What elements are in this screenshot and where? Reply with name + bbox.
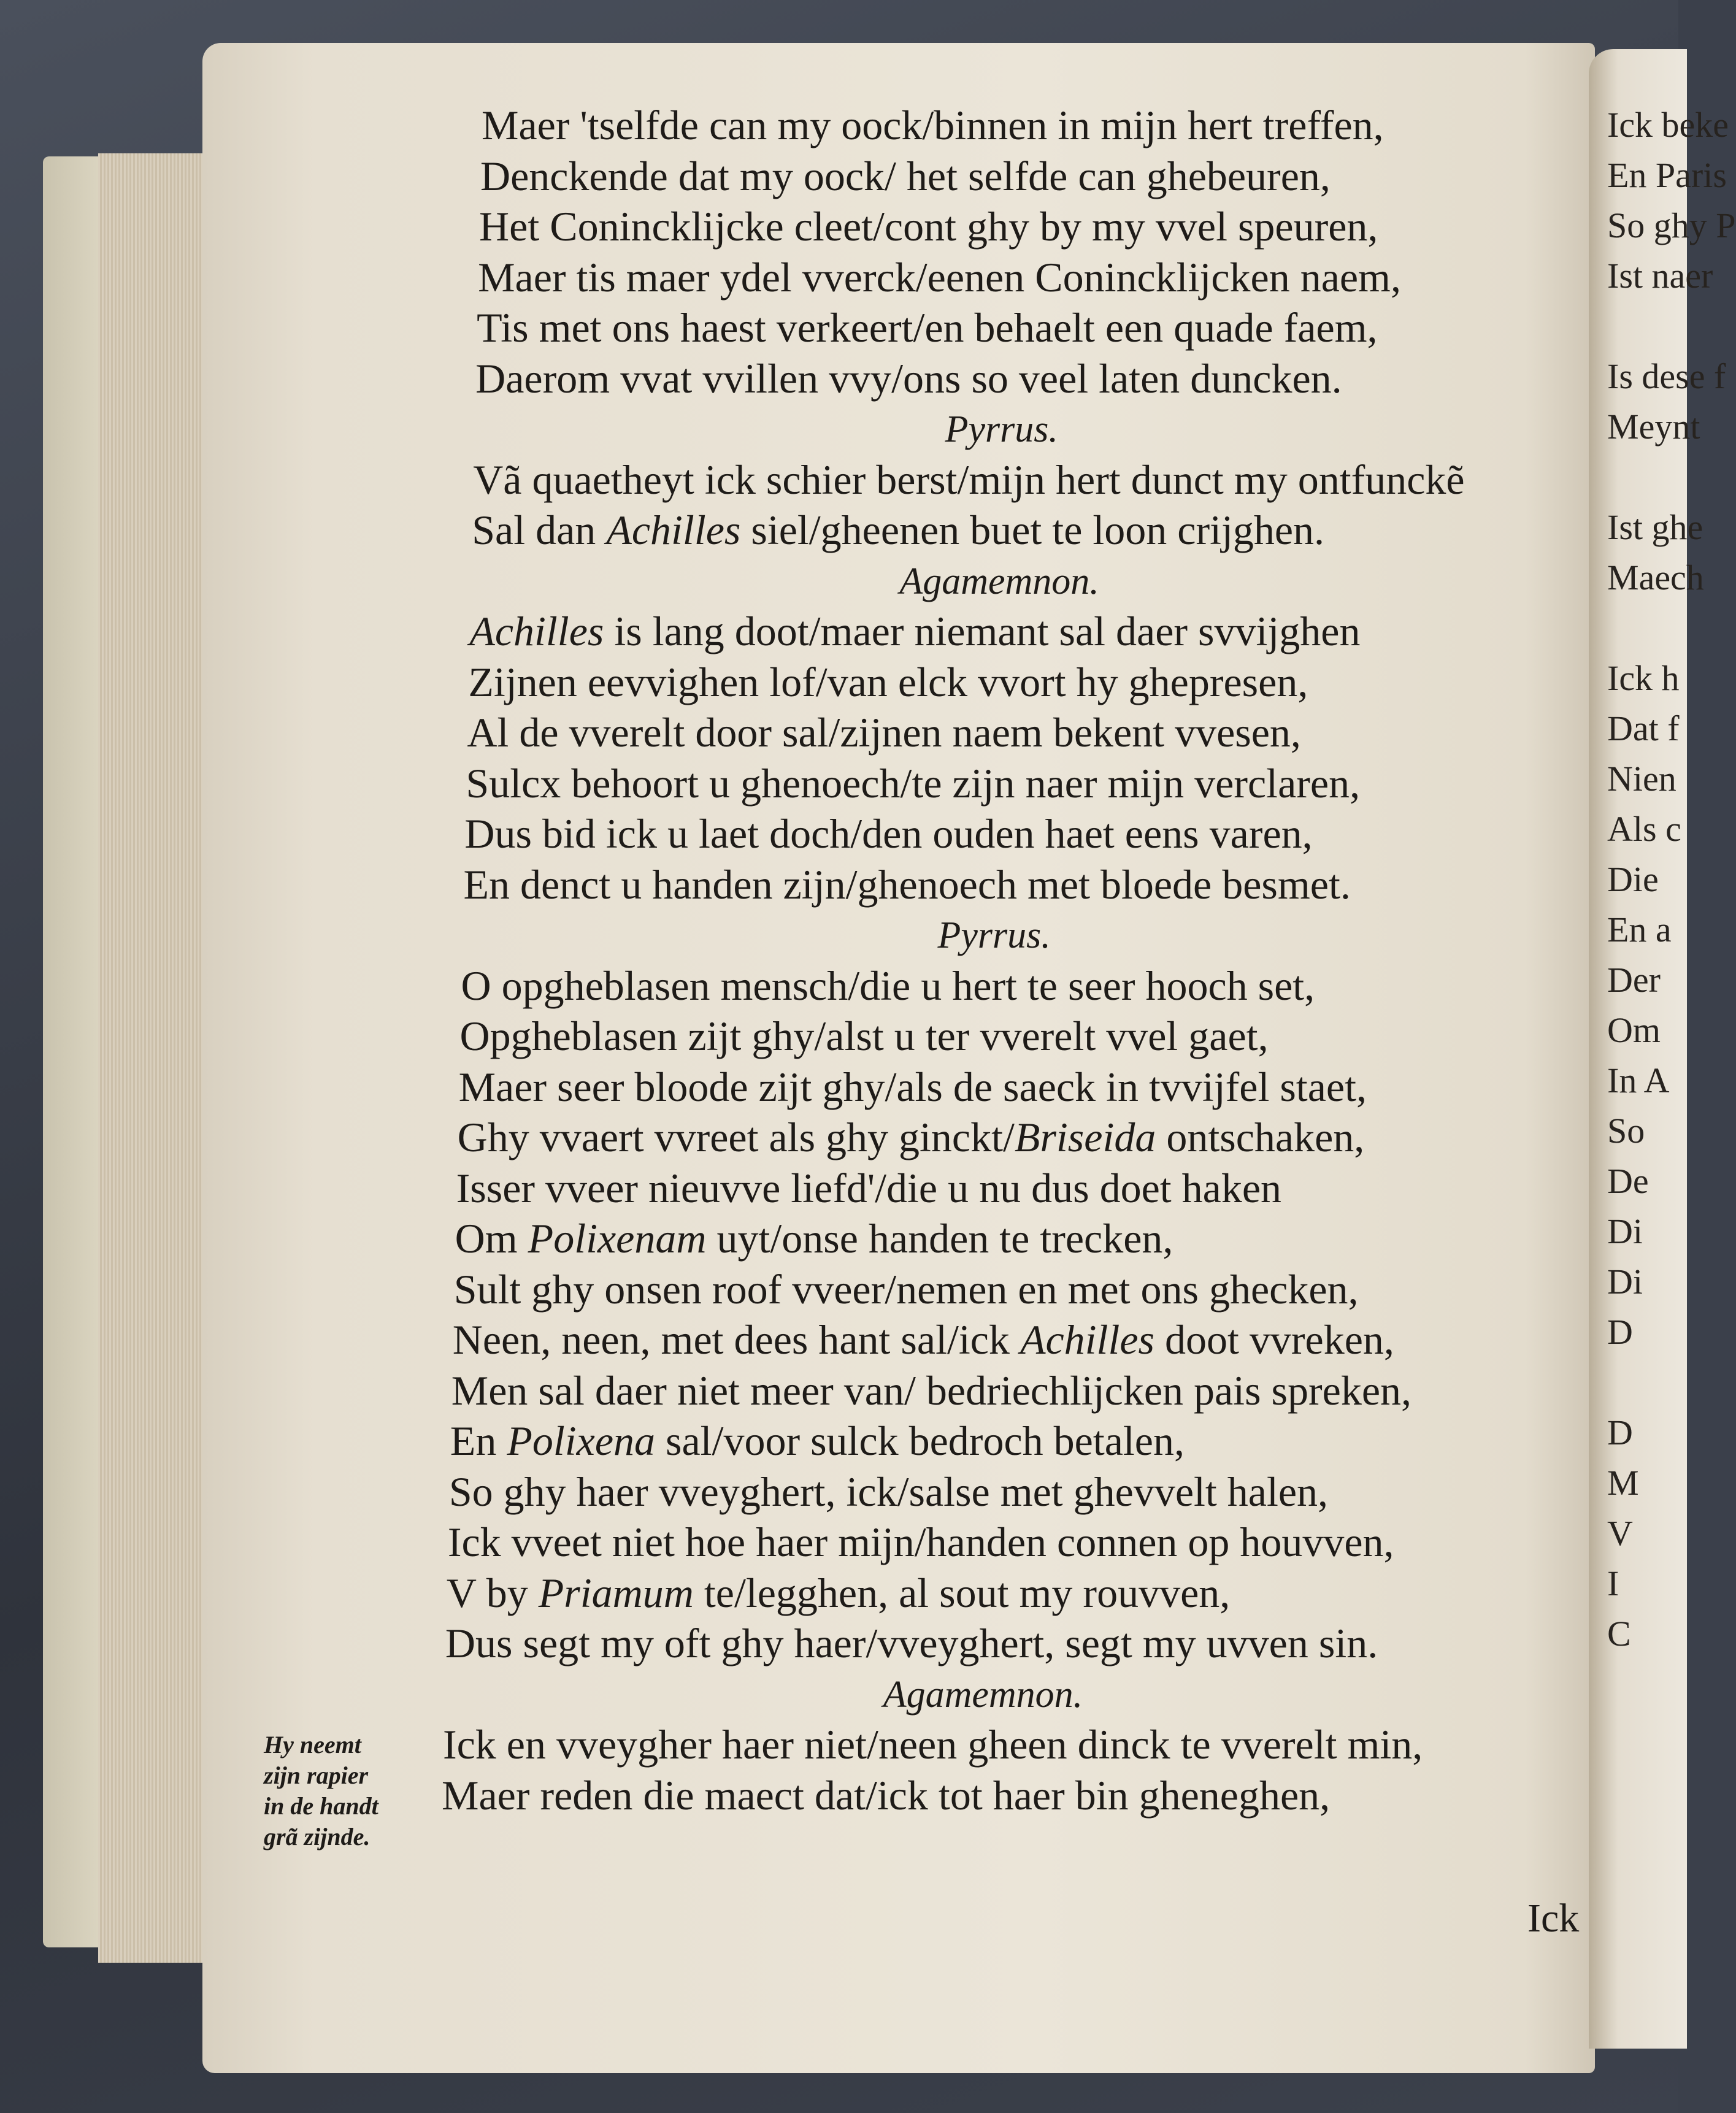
margin-note-line: Hy neemt (264, 1731, 361, 1758)
verse-line (480, 152, 1331, 199)
text-segment: siel/gheenen buet te loon crijghen. (740, 507, 1325, 553)
right-page-line: Om (1607, 1010, 1661, 1050)
text-segment: Agamemnon. (899, 560, 1099, 602)
text-segment: Isser vveer nieuvve liefd'/die u nu dus doet haken (456, 1164, 1282, 1211)
text-segment: Maer tis maer ydel vverck/eenen Conincklijcken naem, (478, 253, 1401, 301)
text-segment: Maer reden die maect dat/ick tot haer bin gheneghen, (442, 1771, 1331, 1819)
text-segment: So ghy haer vveyghert, ick/salse met ghevvelt halen, (448, 1468, 1329, 1515)
text-segment: Opgheblasen zijt ghy/alst u ter vverelt vvel gaet, (459, 1013, 1269, 1059)
text-segment: ontschaken, (1156, 1114, 1365, 1160)
verse-line (458, 1116, 1365, 1158)
text-segment: Men sal daer niet meer van/ bedriechlijcken pais spreken, (451, 1367, 1412, 1414)
italic-name: Achilles (1020, 1316, 1154, 1363)
right-page-line: So (1607, 1111, 1645, 1151)
text-segment: Sal dan (472, 507, 607, 553)
margin-note-line: zijn rapier (264, 1762, 369, 1789)
verse-line (468, 658, 1308, 705)
right-page-line: Als c (1607, 809, 1681, 849)
text-segment: En denct u handen zijn/ghenoech met bloede besmet. (463, 861, 1351, 908)
text-segment: O opgheblasen mensch/die u hert te seer hooch set, (461, 962, 1315, 1009)
verse-line (442, 1771, 1331, 1819)
right-page-line: Ick beke (1607, 105, 1729, 145)
text-segment: doot vvreken, (1154, 1316, 1394, 1363)
speaker-heading (899, 560, 1099, 604)
text-segment: Dus bid ick u laet doch/den ouden haet eens varen, (464, 810, 1313, 857)
text-segment: Daerom vvat vvillen vvy/ons so veel laten duncken. (475, 355, 1342, 402)
verse-line (463, 861, 1351, 908)
text-segment: Om (455, 1215, 528, 1262)
text-segment: Neen, neen, met dees hant sal/ick (452, 1316, 1020, 1363)
right-page-line: De (1607, 1161, 1649, 1201)
verse-line (479, 203, 1378, 250)
text-segment: En (450, 1417, 507, 1464)
verse-line (453, 1265, 1359, 1313)
right-page-line: Ick h (1607, 658, 1680, 698)
text-segment: sal/voor sulck bedroch betalen, (655, 1417, 1185, 1464)
verse-line (460, 1015, 1269, 1057)
right-page-line: Nien (1607, 759, 1676, 799)
right-page-line: M (1607, 1463, 1639, 1503)
text-segment: Zijnen eevvighen lof/van elck vvort hy ghepresen, (468, 658, 1308, 705)
right-page-line: Die (1607, 859, 1659, 899)
verse-line (448, 1521, 1394, 1563)
italic-name: Briseida (1014, 1114, 1156, 1160)
text-segment: Ghy vvaert vvreet als ghy ginckt/ (457, 1114, 1015, 1160)
verse-line (472, 509, 1324, 551)
right-page-line: Di (1607, 1211, 1643, 1251)
right-page-line: In A (1607, 1060, 1670, 1100)
verse-line (477, 304, 1378, 351)
text-segment: Sulcx behoort u ghenoech/te zijn naer mijn verclaren, (466, 759, 1361, 807)
right-page-line: Dat f (1607, 708, 1680, 748)
text-segment: is lang doot/maer niemant sal daer svvijghen (604, 608, 1361, 654)
text-segment: Ick vveet niet hoe haer mijn/handen connen op houvven, (447, 1519, 1394, 1565)
margin-note-line: grã zijnde. (264, 1823, 371, 1850)
verse-line (442, 1721, 1423, 1768)
right-page-line: V (1607, 1513, 1633, 1553)
italic-name: Achilles (469, 608, 604, 654)
text-segment: Agamemnon. (883, 1673, 1083, 1716)
verse-line (448, 1468, 1329, 1515)
text-segment: Al de vverelt door sal/zijnen naem bekent vvesen, (467, 709, 1301, 756)
margin-note (264, 1730, 436, 1852)
text-segment: Het Coninckliјcke cleet/cont ghy by my vvel speuren, (479, 203, 1378, 250)
right-page-line: Maech (1607, 558, 1704, 597)
text-segment: Ick en vveyghеr haer niet/neen gheen dinck te vverelt min, (442, 1721, 1423, 1768)
right-page-line: Ist naer (1607, 256, 1713, 296)
right-page-line: D (1607, 1312, 1633, 1352)
verse-line (452, 1316, 1394, 1363)
text-segment: uyt/onse handen te trecken, (706, 1215, 1173, 1262)
text-segment: Pyrrus. (945, 408, 1058, 450)
text-segment: Sult ghy onsen roof vveer/nemen en met ons ghecken, (453, 1265, 1359, 1313)
verse-line (445, 1622, 1378, 1664)
text-segment: Dus segt my oft ghy haer/vveyghert, segt my uvven sin. (445, 1620, 1378, 1666)
verse-line (451, 1367, 1412, 1414)
verse-line (456, 1164, 1282, 1211)
text-segment: Maer 'tselfde can my oock/binnen in mijn hert treffen, (482, 102, 1384, 148)
right-page-line: Meynt (1607, 407, 1700, 447)
italic-name: Polixena (507, 1417, 656, 1464)
verse-line (450, 1417, 1185, 1464)
verse-line (458, 1063, 1367, 1110)
right-page-line: En Paris (1607, 155, 1727, 195)
margin-note-line: in de handt (264, 1792, 378, 1820)
verse-line (478, 253, 1401, 301)
right-page-line: Ist ghe (1607, 507, 1703, 547)
verse-line (461, 962, 1315, 1009)
text-segment: Denckende dat my oock/ het selfde can ghebeuren, (480, 152, 1331, 199)
verse-line (467, 709, 1301, 756)
italic-name: Priamum (538, 1569, 694, 1616)
right-page-line: Di (1607, 1262, 1643, 1302)
verse-line (466, 759, 1361, 807)
catchword: Ick (1527, 1896, 1580, 1941)
text-segment: V by (446, 1569, 539, 1616)
right-page (1589, 49, 1736, 2049)
right-page-line: En a (1607, 910, 1672, 949)
text-segment: Tis met ons haest verkeert/en behaelt een quade faem, (477, 304, 1378, 351)
verse-line (469, 610, 1360, 652)
verse-line (455, 1215, 1173, 1262)
italic-name: Achilles (606, 507, 741, 553)
text-segment: Vã quaetheyt ick schier berst/mijn hert dunct my ontfunckẽ (473, 456, 1465, 503)
italic-name: Polixenam (528, 1215, 707, 1262)
text-segment: Maer seer bloode zijt ghy/als de saeck in tvvijfel staet, (458, 1063, 1367, 1110)
right-page-line: Der (1607, 960, 1661, 1000)
verse-line (446, 1569, 1231, 1616)
speaker-heading (937, 914, 1050, 957)
text-segment: te/legghen, al sout my rouvven, (693, 1569, 1231, 1616)
verse-line (475, 355, 1342, 402)
verse-line (464, 810, 1313, 857)
right-page-line: D (1607, 1413, 1633, 1452)
text-segment: Pyrrus. (937, 915, 1051, 956)
right-page-line: Is dese f (1607, 356, 1726, 396)
speaker-heading (945, 408, 1058, 451)
right-page-line: So ghy P (1607, 205, 1736, 245)
right-page-line: C (1607, 1614, 1631, 1654)
verse-line (473, 456, 1465, 503)
speaker-heading (883, 1673, 1083, 1717)
verse-line (482, 104, 1384, 146)
right-page-line: I (1607, 1563, 1619, 1603)
